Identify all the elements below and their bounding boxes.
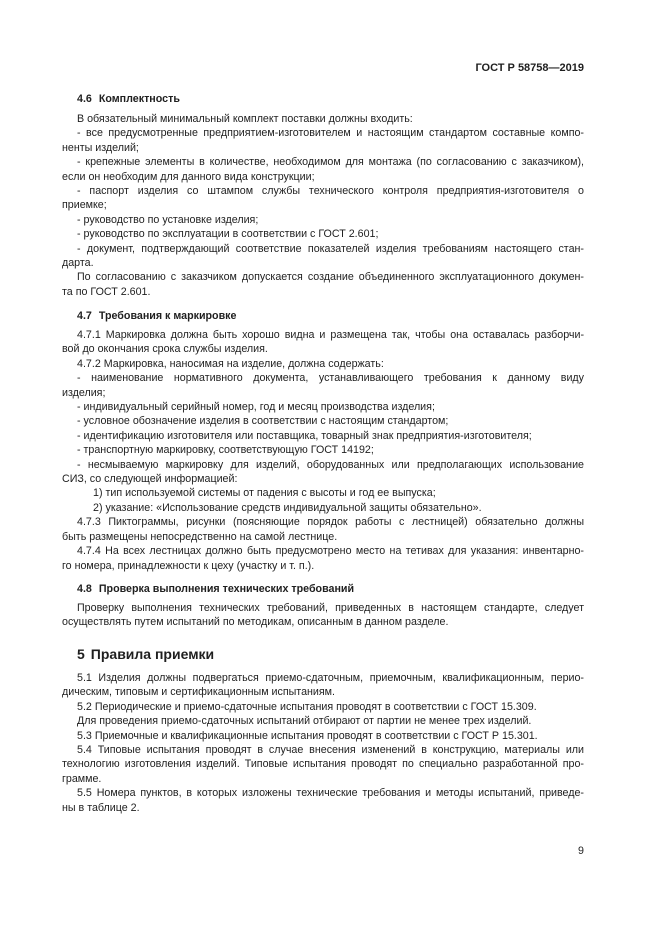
- paragraph-line: приемке;: [62, 199, 107, 212]
- section-title: Требования к маркировке: [98, 310, 237, 322]
- paragraph-line: СИЗ, со следующей информацией:: [62, 473, 238, 486]
- paragraph-line: 2) указание: «Использование средств индивидуальной защиты обязательно».: [93, 501, 482, 514]
- paragraph-line: ненты изделий;: [62, 141, 139, 154]
- paragraph-line: грамме.: [62, 772, 102, 785]
- document-code: ГОСТ Р 58758—2019: [475, 62, 584, 74]
- paragraph-line: изделия;: [62, 386, 106, 399]
- paragraph-line: осуществлять путем испытаний по методикам, описанным в данном разделе.: [62, 616, 449, 629]
- paragraph-line: дарта.: [62, 257, 94, 270]
- paragraph-line: - транспортную маркировку, соответствующую ГОСТ 14192;: [77, 444, 374, 457]
- section-number: 4.6: [77, 93, 92, 105]
- paragraph-line: 5.4 Типовые испытания проводят в случае внесения изменений в конструкцию, материалы или: [77, 744, 584, 757]
- paragraph-line: 4.7.4 На всех лестницах должно быть предусмотрено место на тетивах для указания: инвентарно-: [77, 545, 584, 558]
- paragraph-line: 4.7.3 Пиктограммы, рисунки (поясняющие порядок работы с лестницей) обязательно должны: [77, 516, 584, 529]
- paragraph-line: 5.2 Периодические и приемо-сдаточные испытания проводят в соответствии с ГОСТ 15.309.: [77, 700, 537, 713]
- paragraph-line: - все предусмотренные предприятием-изготовителем и настоящим стандартом составные компо-: [77, 127, 584, 140]
- paragraph-line: та по ГОСТ 2.601.: [62, 285, 151, 298]
- section-4-7-body: [62, 328, 584, 573]
- paragraph-line: 5.1 Изделия должны подвергаться приемо-сдаточным, приемочным, квалификационным, перио-: [77, 672, 584, 684]
- paragraph-line: - руководство по установке изделия;: [77, 213, 259, 226]
- section-4-6-body: [62, 112, 584, 299]
- paragraph-line: технологию изготовления изделий. Типовые испытания проводят по специально разработанной про-: [62, 758, 584, 771]
- paragraph-line: Для проведения приемо-сдаточных испытаний отбирают от партии не менее трех изделий.: [77, 715, 532, 728]
- paragraph-line: 5.3 Приемочные и квалификационные испытания проводят в соответствии с ГОСТ Р 15.301.: [77, 729, 538, 742]
- paragraph-line: В обязательный минимальный комплект поставки должны входить:: [77, 113, 413, 125]
- section-heading: [62, 645, 584, 663]
- section-title: Правила приемки: [90, 646, 215, 662]
- section-title: Комплектность: [98, 93, 180, 105]
- paragraph-line: По согласованию с заказчиком допускается создание объединенного эксплуатационного докумен-: [77, 271, 584, 284]
- paragraph-line: - документ, подтверждающий соответствие показателей изделия требованиям настоящего стан-: [77, 242, 584, 255]
- section-5-heading: [62, 645, 584, 663]
- paragraph-line: - идентификацию изготовителя или поставщика, товарный знак предприятия-изготовителя;: [77, 429, 532, 442]
- page-number: 9: [578, 845, 584, 857]
- paragraph-line: 4.7.2 Маркировка, наносимая на изделие, должна содержать:: [77, 357, 384, 370]
- paragraph-line: если он необходим для данного вида конструкции;: [62, 170, 315, 183]
- paragraph-line: дическим, типовым и сертификационным испытаниям.: [62, 686, 336, 699]
- paragraph-line: - наименование нормативного документа, устанавливающего требования к данному виду: [77, 372, 584, 385]
- section-4-8-heading: [62, 582, 584, 596]
- section-heading: [62, 582, 584, 596]
- section-5-body: [62, 671, 584, 815]
- paragraph-line: - руководство по эксплуатации в соответствии с ГОСТ 2.601;: [77, 228, 379, 241]
- paragraph-line: Проверку выполнения технических требований, приведенных в настоящем стандарте, следует: [77, 602, 584, 614]
- paragraph-line: - индивидуальный серийный номер, год и месяц производства изделия;: [77, 401, 435, 414]
- section-title: Проверка выполнения технических требований: [98, 583, 355, 595]
- section-number: 4.8: [77, 583, 92, 595]
- paragraph-line: 5.5 Номера пунктов, в которых изложены технические требования и методы испытаний, приведе-: [77, 787, 584, 800]
- paragraph-line: вой до окончания срока службы изделия.: [62, 343, 268, 356]
- section-number: 5: [77, 646, 85, 662]
- paragraph-line: - паспорт изделия со штампом службы технического контроля предприятия-изготовителя о: [77, 185, 584, 198]
- section-4-7-heading: [62, 309, 584, 323]
- section-4-8-body: [62, 601, 584, 630]
- paragraph-line: 1) тип используемой системы от падения с высоты и год ее выпуска;: [93, 487, 436, 500]
- section-number: 4.7: [77, 310, 92, 322]
- paragraph-line: быть размещены непосредственно на самой лестнице.: [62, 530, 338, 543]
- section-heading: [62, 309, 584, 323]
- paragraph-line: ны в таблице 2.: [62, 801, 140, 814]
- paragraph-line: го номера, принадлежности к цеху (участку и т. п.).: [62, 559, 315, 572]
- paragraph-line: - крепежные элементы в количестве, необходимом для монтажа (по согласованию с заказчиком),: [77, 156, 584, 169]
- section-heading: [62, 92, 584, 106]
- paragraph-line: - несмываемую маркировку для изделий, оборудованных или предполагающих использование: [77, 458, 584, 471]
- paragraph-line: 4.7.1 Маркировка должна быть хорошо видна и размещена так, чтобы она оставалась разборчи-: [77, 329, 584, 341]
- paragraph-line: - условное обозначение изделия в соответствии с настоящим стандартом;: [77, 415, 449, 428]
- section-4-6-heading: [62, 92, 584, 106]
